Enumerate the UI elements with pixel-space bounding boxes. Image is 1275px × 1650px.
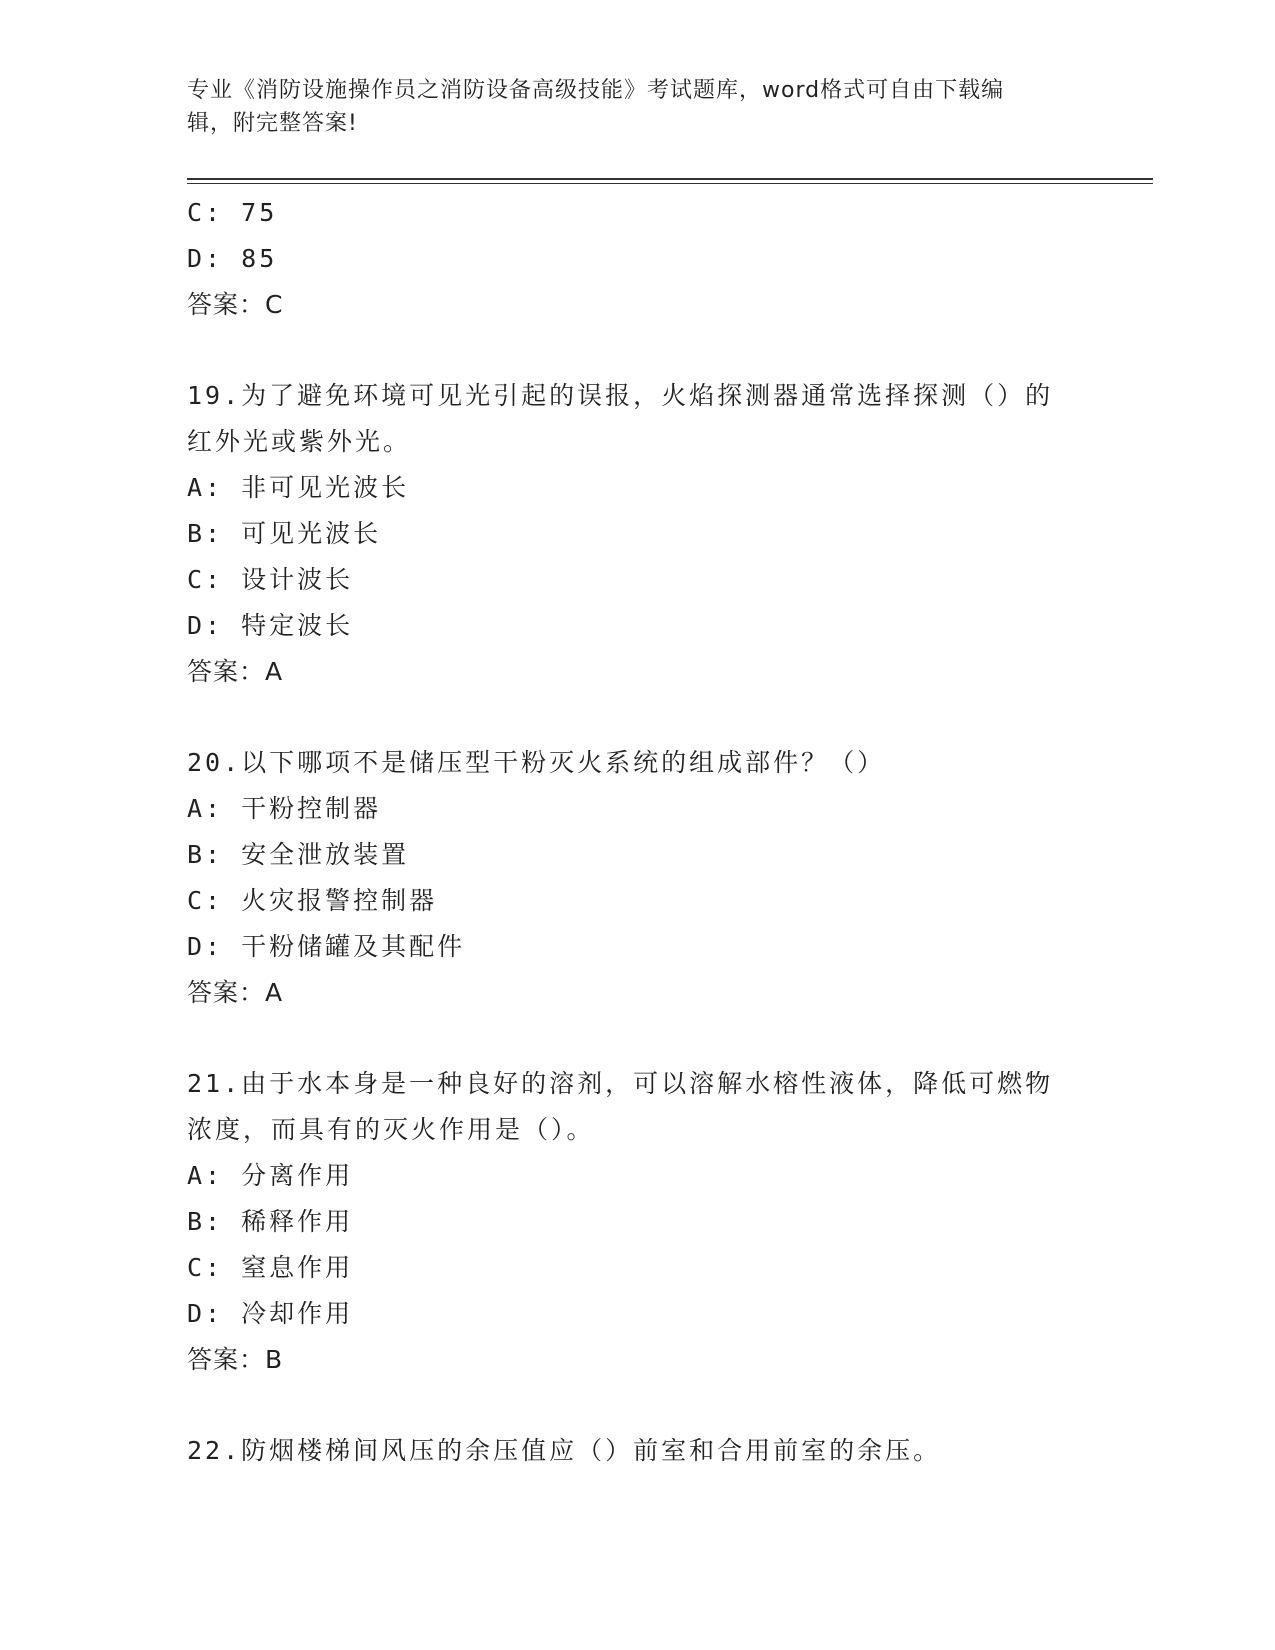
option-d: D: 85 bbox=[187, 244, 278, 273]
option-c: C: 窒息作用 bbox=[187, 1253, 354, 1282]
option-d: D: 干粉储罐及其配件 bbox=[187, 932, 466, 961]
header-line-2: 辑，附完整答案! bbox=[187, 111, 358, 136]
option-c: C: 75 bbox=[187, 198, 278, 227]
question-22 bbox=[187, 1428, 1087, 1474]
question-text-line-2: 红外光或紫外光。 bbox=[187, 427, 412, 456]
option-b: B: 可见光波长 bbox=[187, 519, 382, 548]
header-line-1: 专业《消防设施操作员之消防设备高级技能》考试题库，word格式可自由下载编 bbox=[187, 78, 1005, 103]
option-d: D: 冷却作用 bbox=[187, 1299, 354, 1328]
answer: 答案：A bbox=[187, 657, 284, 686]
answer: 答案：A bbox=[187, 978, 284, 1007]
question-text-line-1: 20.以下哪项不是储压型干粉灭火系统的组成部件？（） bbox=[187, 748, 886, 777]
option-d: D: 特定波长 bbox=[187, 611, 354, 640]
question-text-line-1: 22.防烟楼梯间风压的余压值应（）前室和合用前室的余压。 bbox=[187, 1436, 942, 1465]
option-a: A: 非可见光波长 bbox=[187, 473, 410, 502]
document-header bbox=[187, 74, 1067, 140]
question-18-tail bbox=[187, 190, 1087, 328]
question-text-line-1: 21.由于水本身是一种良好的溶剂，可以溶解水榕性液体，降低可燃物 bbox=[187, 1069, 1054, 1098]
document-body bbox=[187, 190, 1087, 1474]
header-divider-thin bbox=[187, 183, 1153, 184]
option-c: C: 设计波长 bbox=[187, 565, 354, 594]
question-19 bbox=[187, 373, 1087, 695]
option-c: C: 火灾报警控制器 bbox=[187, 886, 438, 915]
header-divider-thick bbox=[187, 178, 1153, 180]
option-b: B: 安全泄放装置 bbox=[187, 840, 410, 869]
option-a: A: 干粉控制器 bbox=[187, 794, 382, 823]
question-21 bbox=[187, 1061, 1087, 1383]
question-text-line-2: 浓度，而具有的灭火作用是（）。 bbox=[187, 1115, 595, 1144]
spacer bbox=[187, 695, 1087, 740]
option-a: A: 分离作用 bbox=[187, 1161, 354, 1190]
spacer bbox=[187, 1383, 1087, 1428]
question-text-line-1: 19.为了避免环境可见光引起的误报，火焰探测器通常选择探测（）的 bbox=[187, 381, 1054, 410]
answer: 答案：C bbox=[187, 290, 284, 319]
option-b: B: 稀释作用 bbox=[187, 1207, 354, 1236]
answer: 答案：B bbox=[187, 1345, 284, 1374]
question-20 bbox=[187, 740, 1087, 1016]
spacer bbox=[187, 328, 1087, 373]
spacer bbox=[187, 1016, 1087, 1061]
